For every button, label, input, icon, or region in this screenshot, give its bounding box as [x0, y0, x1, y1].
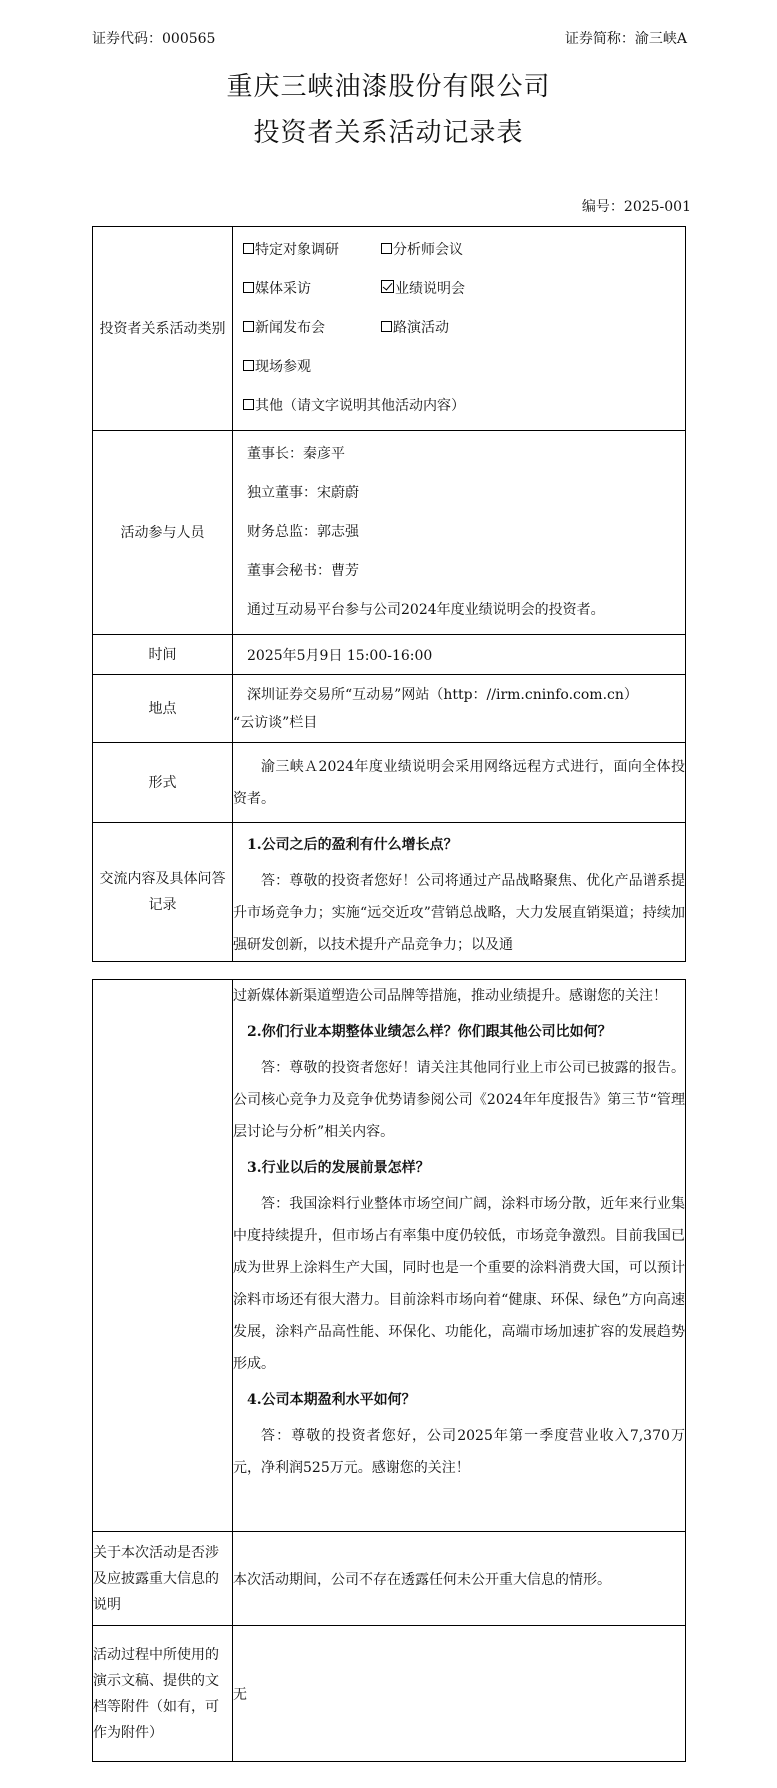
- label-activity-type: 投资者关系活动类别: [93, 227, 233, 431]
- answer-2: 答：尊敬的投资者您好！请关注其他同行业上市公司已披露的报告。公司核心竞争力及竞争优势请参阅公司《2024年年度报告》第三节“管理层讨论与分析”相关内容。: [233, 1060, 685, 1140]
- option-analyst-meeting[interactable]: 分析师会议: [381, 231, 463, 270]
- question-1: 1.公司之后的盈利有什么增长点？: [247, 837, 458, 853]
- label-format: 形式: [93, 743, 233, 823]
- row-format: [93, 743, 686, 823]
- record-table-page2: [92, 979, 686, 1762]
- participant-board-secretary: 董事会秘书：曹芳: [247, 563, 359, 579]
- checkbox-icon: [381, 243, 392, 254]
- label-participants: 活动参与人员: [93, 431, 233, 635]
- option-earnings-conference[interactable]: 业绩说明会: [381, 270, 465, 309]
- record-table-page1: [92, 226, 686, 962]
- label-location: 地点: [93, 675, 233, 743]
- checkbox-icon: [381, 321, 392, 332]
- participant-investors: 通过互动易平台参与公司2024年度业绩说明会的投资者。: [247, 602, 605, 618]
- option-site-visit[interactable]: 现场参观: [243, 348, 311, 387]
- option-press-conference[interactable]: 新闻发布会: [243, 309, 381, 348]
- question-4: 4.公司本期盈利水平如何？: [247, 1392, 416, 1408]
- participant-cfo: 财务总监：郭志强: [247, 524, 359, 540]
- time-value: 2025年5月9日 15:00-16:00: [247, 647, 433, 664]
- row-qa-continued: [93, 980, 686, 1532]
- option-media-interview[interactable]: 媒体采访: [243, 270, 381, 309]
- checkbox-icon: [243, 360, 254, 371]
- option-other[interactable]: 其他（请文字说明其他活动内容）: [243, 387, 465, 426]
- option-roadshow[interactable]: 路演活动: [381, 309, 449, 348]
- question-3: 3.行业以后的发展前景怎样？: [247, 1160, 430, 1176]
- checkbox-icon: [243, 321, 254, 332]
- row-location: [93, 675, 686, 743]
- attachments-value: 无: [233, 1686, 247, 1703]
- answer-3: 答：我国涂料行业整体市场空间广阔，涂料市场分散，近年来行业集中度持续提升，但市场占有率集中度仍较低，市场竞争激烈。目前我国已成为世界上涂料生产大国，同时也是一个重要的涂料消费大国，可以预计涂料市场还有很大潜力。目前涂料市场向着“健康、环保、绿色”方向高速发展，涂料产品高性能、环保化、功能化，高端市场加速扩容的发展趋势形成。: [233, 1196, 685, 1372]
- label-qa: 交流内容及具体问答记录: [93, 823, 233, 962]
- document-title: 投资者关系活动记录表: [253, 118, 524, 148]
- label-disclosure: 关于本次活动是否涉及应披露重大信息的说明: [93, 1532, 233, 1626]
- answer-1-part1: 答：尊敬的投资者您好！公司将通过产品战略聚焦、优化产品谱系提升市场竞争力；实施“远交近攻”营销总战略，大力发展直销渠道；持续加强研发创新，以技术提升产品竞争力；以及通: [233, 873, 685, 953]
- checkbox-icon: [243, 282, 254, 293]
- format-value: 渝三峡Ａ2024年度业绩说明会采用网络远程方式进行，面向全体投资者。: [233, 758, 685, 807]
- company-name: 重庆三峡油漆股份有限公司: [226, 72, 551, 102]
- option-specific-research[interactable]: 特定对象调研: [243, 231, 381, 270]
- document-number: 编号：2025-001: [581, 199, 691, 215]
- location-line2: “云访谈”栏目: [233, 714, 318, 731]
- label-attachments: 活动过程中所使用的演示文稿、提供的文档等附件（如有，可作为附件）: [93, 1626, 233, 1762]
- row-attachments: [93, 1626, 686, 1762]
- participant-independent-director: 独立董事：宋蔚蔚: [247, 485, 359, 501]
- question-2: 2.你们行业本期整体业绩怎么样？你们跟其他公司比如何？: [247, 1024, 612, 1040]
- row-participants: [93, 431, 686, 635]
- location-line1: 深圳证券交易所“互动易”网站（http：//irm.cninfo.com.cn）: [247, 686, 638, 703]
- disclosure-value: 本次活动期间，公司不存在透露任何未公开重大信息的情形。: [233, 1571, 611, 1588]
- row-qa: [93, 823, 686, 962]
- answer-4: 答：尊敬的投资者您好，公司2025年第一季度营业收入7,370万元，净利润525万元。感谢您的关注！: [233, 1428, 685, 1476]
- participant-chairman: 董事长：秦彦平: [247, 446, 345, 462]
- label-time: 时间: [93, 635, 233, 675]
- row-activity-type: [93, 227, 686, 431]
- checkbox-icon: [243, 243, 254, 254]
- answer-1-part2: 过新媒体新渠道塑造公司品牌等措施，推动业绩提升。感谢您的关注！: [233, 988, 667, 1004]
- row-disclosure: [93, 1532, 686, 1626]
- row-time: [93, 635, 686, 675]
- security-short-name: 证券简称：渝三峡A: [564, 31, 687, 47]
- checkbox-icon: [243, 399, 254, 410]
- security-code: 证券代码：000565: [92, 31, 216, 47]
- activity-type-options: [233, 227, 686, 431]
- checkbox-checked-icon: [381, 280, 394, 293]
